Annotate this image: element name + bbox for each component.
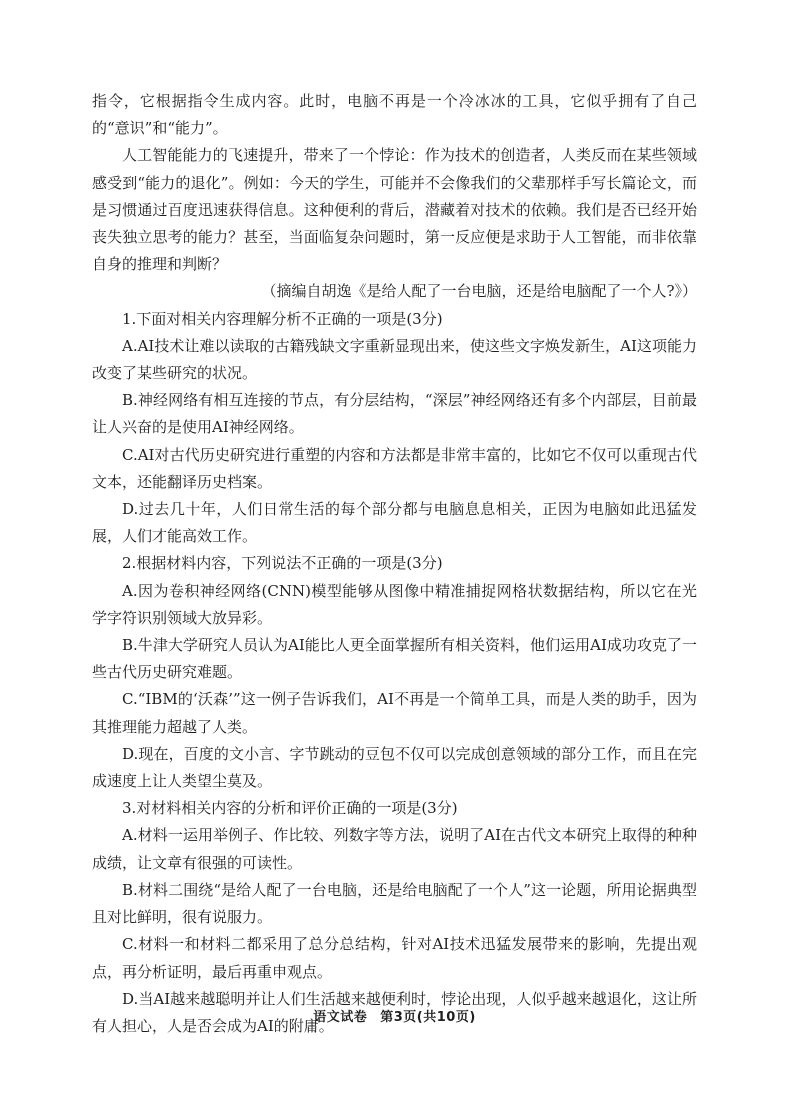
question-option: C.“IBM的‘沃森’”这一例子告诉我们，AI不再是一个简单工具，而是人类的助手，因为其推理能力超越了人类。 bbox=[92, 690, 697, 736]
question-2 bbox=[92, 550, 697, 795]
question-option: D.当AI越来越聪明并让人们生活越来越便利时，悖论出现，人似乎越来越退化，这让所有人担心，人是否会成为AI的附庸。 bbox=[92, 989, 697, 1035]
passage-source: （摘编自胡逸《是给人配了一台电脑，还是给电脑配了一个人?》） bbox=[261, 282, 697, 301]
question-option: B.牛津大学研究人员认为AI能比人更全面掌握所有相关资料，他们运用AI成功攻克了一些古代历史研究难题。 bbox=[92, 636, 697, 682]
page-footer bbox=[0, 1004, 789, 1031]
question-stem: 3.对材料相关内容的分析和评价正确的一项是(3分) bbox=[122, 799, 458, 818]
question-option: B.材料二围绕“是给人配了一台电脑，还是给电脑配了一个人”这一论题，所用论据典型且对比鲜明，很有说服力。 bbox=[92, 880, 697, 927]
reading-passage bbox=[92, 88, 697, 306]
question-option: A.因为卷积神经网络(CNN)模型能够从图像中精准捕捉网格状数据结构，所以它在光学字符识别领域大放异彩。 bbox=[92, 581, 697, 627]
passage-paragraph: 指令，它根据指令生成内容。此时，电脑不再是一个冷冰冰的工具，它似乎拥有了自己的“意识”和“能力”。 bbox=[92, 92, 697, 138]
question-option: D.现在，百度的文小言、字节跳动的豆包不仅可以完成创意领域的部分工作，而且在完成速度上让人类望尘莫及。 bbox=[92, 744, 697, 791]
footer-page-number: 第3页(共10页) bbox=[380, 1010, 476, 1025]
footer-subject: 语文试卷 bbox=[313, 1010, 368, 1025]
question-option: B.神经网络有相互连接的节点，有分层结构，“深层”神经网络还有多个内部层，目前最让人兴奋的是使用AI神经网络。 bbox=[92, 391, 697, 437]
question-option: A.AI技术让难以读取的古籍残缺文字重新显现出来，使这些文字焕发新生，AI这项能力改变了某些研究的状况。 bbox=[92, 336, 697, 383]
question-option: C.AI对古代历史研究进行重塑的内容和方法都是非常丰富的，比如它不仅可以重现古代文本，还能翻译历史档案。 bbox=[92, 445, 697, 491]
question-1 bbox=[92, 306, 697, 551]
question-option: D.过去几十年，人们日常生活的每个部分都与电脑息息相关，正因为电脑如此迅猛发展，人们才能高效工作。 bbox=[92, 500, 697, 546]
question-option: A.材料一运用举例子、作比较、列数字等方法，说明了AI在古代文本研究上取得的种种成绩，让文章有很强的可读性。 bbox=[92, 826, 697, 872]
question-option: C.材料一和材料二都采用了总分总结构，针对AI技术迅猛发展带来的影响，先提出观点，再分析证明，最后再重申观点。 bbox=[92, 935, 697, 981]
passage-paragraph: 人工智能能力的飞速提升，带来了一个悖论：作为技术的创造者，人类反而在某些领域感受到“能力的退化”。例如：今天的学生，可能并不会像我们的父辈那样手写长篇论文，而是习惯通过百度迅速获得信息。这种便利的背后，潜藏着对技术的依赖。我们是否已经开始丧失独立思考的能力？甚至，当面临复杂问题时，第一反应便是求助于人工智能，而非依靠自身的推理和判断？ bbox=[92, 146, 697, 274]
question-stem: 1.下面对相关内容理解分析不正确的一项是(3分) bbox=[122, 309, 443, 328]
question-stem: 2.根据材料内容，下列说法不正确的一项是(3分) bbox=[122, 554, 443, 573]
